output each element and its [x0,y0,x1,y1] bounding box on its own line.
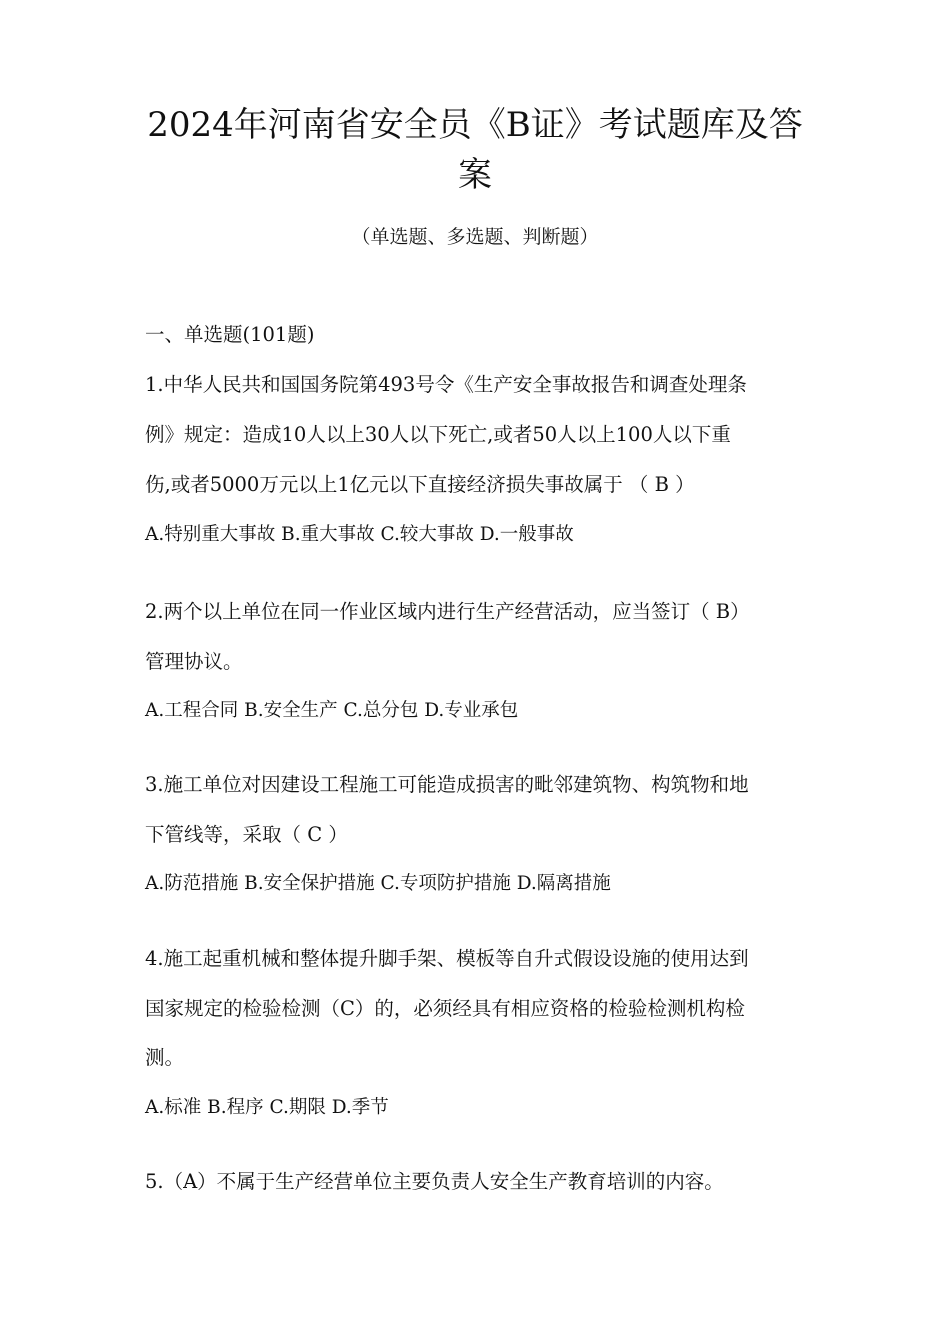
question-2-line-1: 2.两个以上单位在同一作业区域内进行生产经营活动，应当签订（ B） [145,600,750,623]
section-heading: 一、单选题(101题) [145,323,315,346]
question-4-line-3: 测。 [145,1046,185,1069]
question-5-line-1: 5.（A）不属于生产经营单位主要负责人安全生产教育培训的内容。 [145,1170,724,1193]
question-1-line-2: 例》规定：造成10人以上30人以下死亡,或者50人以上100人以下重 [145,423,731,446]
question-4-options: A.标准 B.程序 C.期限 D.季节 [145,1097,389,1118]
question-3-line-2: 下管线等，采取（ C ） [145,823,348,846]
question-3-options: A.防范措施 B.安全保护措施 C.专项防护措施 D.隔离措施 [145,873,611,894]
question-1-line-3: 伤,或者5000万元以上1亿元以下直接经济损失事故属于 （ B ） [145,473,695,496]
question-3-line-1: 3.施工单位对因建设工程施工可能造成损害的毗邻建筑物、构筑物和地 [145,773,749,796]
question-1-options: A.特别重大事故 B.重大事故 C.较大事故 D.一般事故 [145,524,574,545]
question-2-options: A.工程合同 B.安全生产 C.总分包 D.专业承包 [145,700,519,721]
document-title [110,100,840,200]
question-2-line-2: 管理协议。 [145,650,243,673]
question-4-line-2: 国家规定的检验检测（C）的，必须经具有相应资格的检验检测机构检 [145,997,745,1020]
title-line-1: 2024年河南省安全员《B证》考试题库及答 [147,105,803,145]
document-subtitle: （单选题、多选题、判断题） [351,226,599,248]
question-4-line-1: 4.施工起重机械和整体提升脚手架、模板等自升式假设设施的使用达到 [145,947,749,970]
question-1-line-1: 1.中华人民共和国国务院第493号令《生产安全事故报告和调查处理条 [145,373,747,396]
title-line-2: 案 [458,155,492,195]
